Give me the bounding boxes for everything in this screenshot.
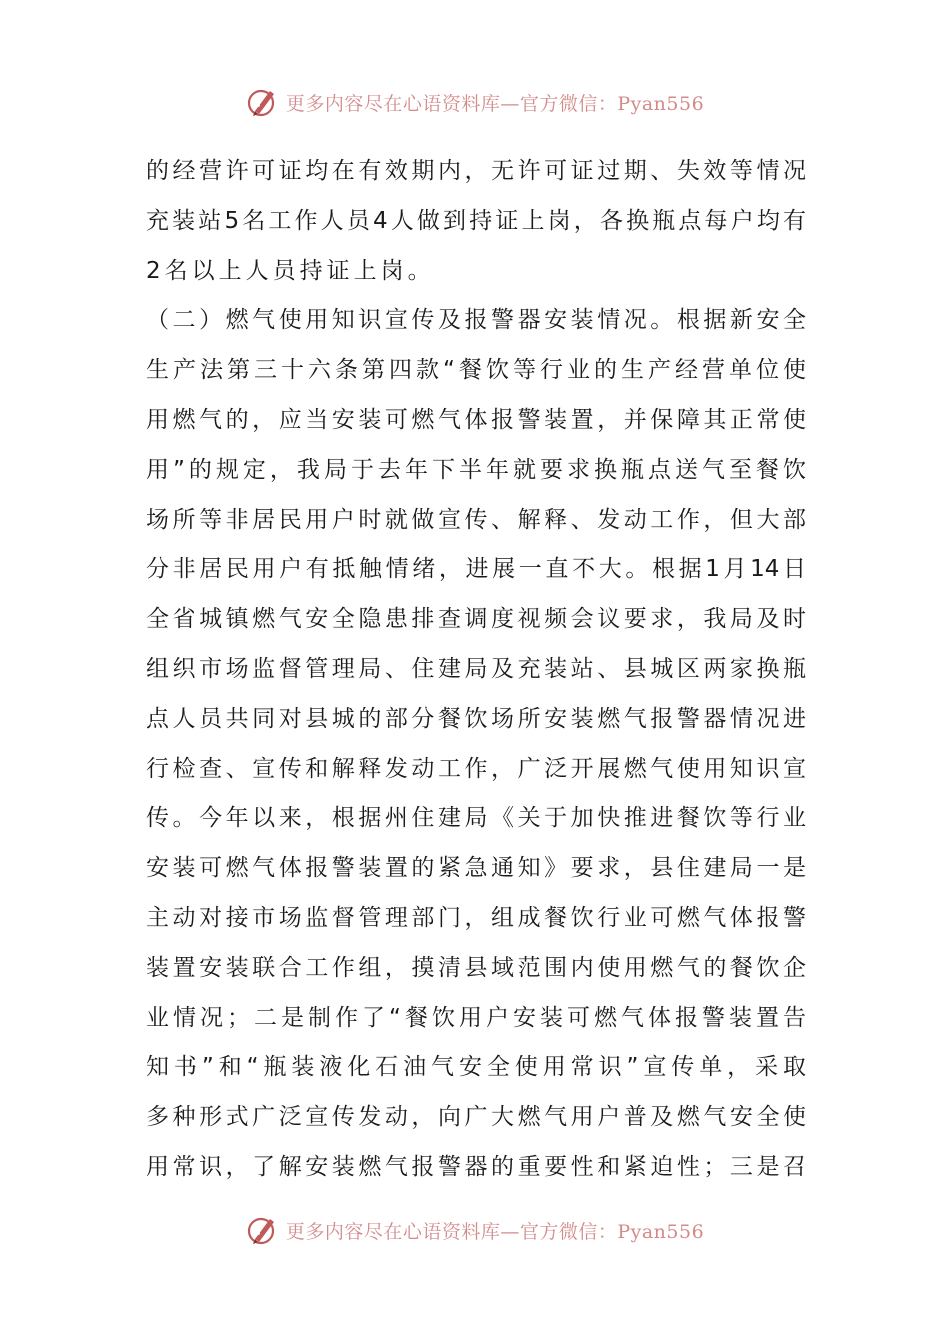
pen-logo-icon [246, 85, 280, 119]
body-line: 主动对接市场监督管理部门，组成餐饮行业可燃气体报警 [146, 904, 806, 931]
footer-banner-text: 更多内容尽在心语资料库—官方微信：Pyan556 [285, 1220, 705, 1243]
document-body [146, 147, 806, 1193]
body-line: 装置安装联合工作组，摸清县域范围内使用燃气的餐饮企 [146, 954, 806, 981]
pen-logo-icon [246, 1213, 280, 1247]
header-banner [0, 82, 950, 122]
body-line: 安装可燃气体报警装置的紧急通知》要求，县住建局一是 [146, 855, 806, 882]
body-line: 生产法第三十六条第四款“餐饮等行业的生产经营单位使 [146, 357, 806, 384]
body-line: （二）燃气使用知识宣传及报警器安装情况。根据新安全 [146, 307, 806, 334]
body-line: 业情况；二是制作了“餐饮用户安装可燃气体报警装置告 [146, 1004, 806, 1031]
body-line: 分非居民用户有抵触情绪，进展一直不大。根据1月14日 [146, 556, 806, 583]
body-line: 用燃气的，应当安装可燃气体报警装置，并保障其正常使 [146, 406, 806, 433]
body-line: 充装站5名工作人员4人做到持证上岗，各换瓶点每户均有 [146, 207, 806, 234]
header-banner-inner [246, 85, 704, 119]
body-line: 组织市场监督管理局、住建局及充装站、县城区两家换瓶 [146, 655, 806, 682]
header-banner-text: 更多内容尽在心语资料库—官方微信：Pyan556 [285, 92, 705, 115]
body-line: 行检查、宣传和解释发动工作，广泛开展燃气使用知识宣 [146, 755, 806, 782]
body-line: 的经营许可证均在有效期内，无许可证过期、失效等情况 [146, 158, 806, 184]
body-line: 知书”和“瓶装液化石油气安全使用常识”宣传单，采取 [146, 1054, 806, 1081]
body-line: 多种形式广泛宣传发动，向广大燃气用户普及燃气安全使 [146, 1104, 806, 1131]
body-line: 全省城镇燃气安全隐患排查调度视频会议要求，我局及时 [146, 606, 806, 633]
footer-banner [0, 1210, 950, 1250]
body-line: 用常识，了解安装燃气报警器的重要性和紧迫性；三是召 [146, 1153, 806, 1180]
body-line: 2名以上人员持证上岗。 [146, 257, 435, 284]
footer-banner-inner [246, 1213, 704, 1247]
body-line: 传。今年以来，根据州住建局《关于加快推进餐饮等行业 [146, 805, 806, 832]
body-line: 场所等非居民用户时就做宣传、解释、发动工作，但大部 [146, 506, 806, 533]
body-line: 用”的规定，我局于去年下半年就要求换瓶点送气至餐饮 [146, 456, 806, 483]
body-line: 点人员共同对县城的部分餐饮场所安装燃气报警器情况进 [146, 705, 806, 732]
